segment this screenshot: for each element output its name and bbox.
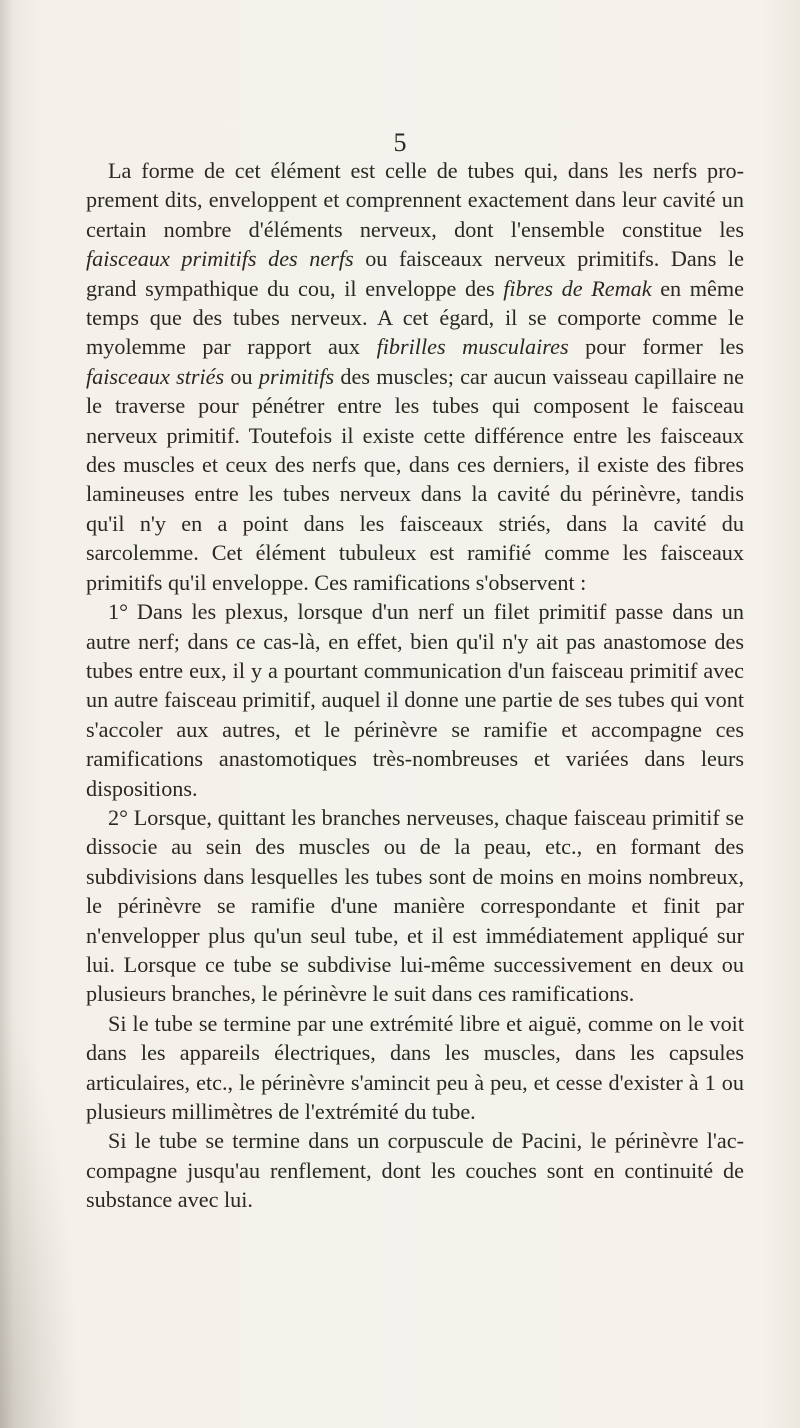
text-run: La forme de cet élément est celle de tubes qui, dans les nerfs proprement dits, enveloppent et comprennent exactement dans leur cavité un certain nombre d'éléments nerveux, dont l'ensemble constitue les — [86, 158, 744, 242]
italic-term: faisceaux striés — [86, 363, 225, 389]
page-number: 5 — [393, 128, 407, 157]
text-run: Si le tube se termine dans un corpuscule de Pacini, le périnèvre l'accompagne jusqu'au renflement, dont les couches sont en continuité de substance avec lui. — [86, 1128, 744, 1213]
italic-term: faisceaux primitifs des nerfs — [86, 246, 354, 272]
italic-term: fibrilles musculaires — [376, 334, 569, 360]
text-run: Si le tube se termine par une extrémité libre et aiguë, comme on le voit dans les appareils électriques, dans les muscles, dans les capsules articulaires, etc., le périnèvre s'amincit peu à peu, et cesse d'exister à 1 ou plusieurs millimètres de l'extrémité du tube. — [86, 1010, 744, 1124]
text-run: 2° Lorsque, quittant les branches nerveuses, chaque faisceau primitif se dissocie au sein des muscles ou de la peau, etc., en formant des subdivisions dans lesquelles les tubes sont de moins en moins nombreux, le périnèvre se ramifie d'une manière correspondante et finit par n'envelopper plus qu'un seul tube, et il est immédiatement appliqué sur lui. Lorsque ce tube se subdivise lui-même successivement en deux ou plusieurs branches, le périnèvre le suit dans ces ramifications. — [86, 804, 744, 1007]
text-run: 1° Dans les plexus, lorsque d'un nerf un filet primitif passe dans un autre nerf; dans ce cas-là, en effet, bien qu'il n'y ait pas anastomose des tubes entre eux, il y a pourtant communication d'un faisceau primitif avec un autre faisceau primitif, auquel il donne une partie de ses tubes qui vont s'accoler aux autres, et le périnèvre se ramifie et accompagne ces ramifications anastomotiques très-nombreuses et variées dans leurs dispositions. — [86, 599, 744, 801]
italic-term: fibres de Remak — [503, 275, 652, 301]
paragraph-1 — [86, 156, 744, 597]
text-run: pour former les — [568, 334, 744, 360]
paragraph-2 — [86, 597, 744, 803]
text-run: en même temps que des tubes nerveux. A cet égard, il se comporte comme le myolemme par rapport aux — [86, 275, 744, 360]
paragraph-4 — [86, 1009, 744, 1127]
paragraph-5 — [86, 1126, 744, 1214]
text-run: des muscles; car aucun vaisseau capillaire ne le traverse pour pénétrer entre les tubes qui composent le faisceau nerveux primitif. Toutefois il existe cette différence entre les faisceaux des muscles et ceux des nerfs que, dans ces derniers, il existe des fibres lamineuses entre les tubes nerveux dans la cavité du périnèvre, tandis qu'il n'y en a point dans les faisceaux striés, dans la cavité du sarcolemme. Cet élément tubuleux est ramifié comme les faisceaux primitifs qu'il enveloppe. Ces ramifications s'observent : — [86, 363, 745, 595]
text-run: ou faisceaux nerveux primitifs. Dans le grand sympathique du cou, il enveloppe des — [86, 246, 744, 301]
paragraph-3 — [86, 803, 744, 1009]
text-run: ou — [224, 363, 259, 389]
body-text — [86, 156, 744, 1215]
italic-term: primitifs — [258, 363, 335, 389]
page-stain — [0, 1008, 80, 1428]
